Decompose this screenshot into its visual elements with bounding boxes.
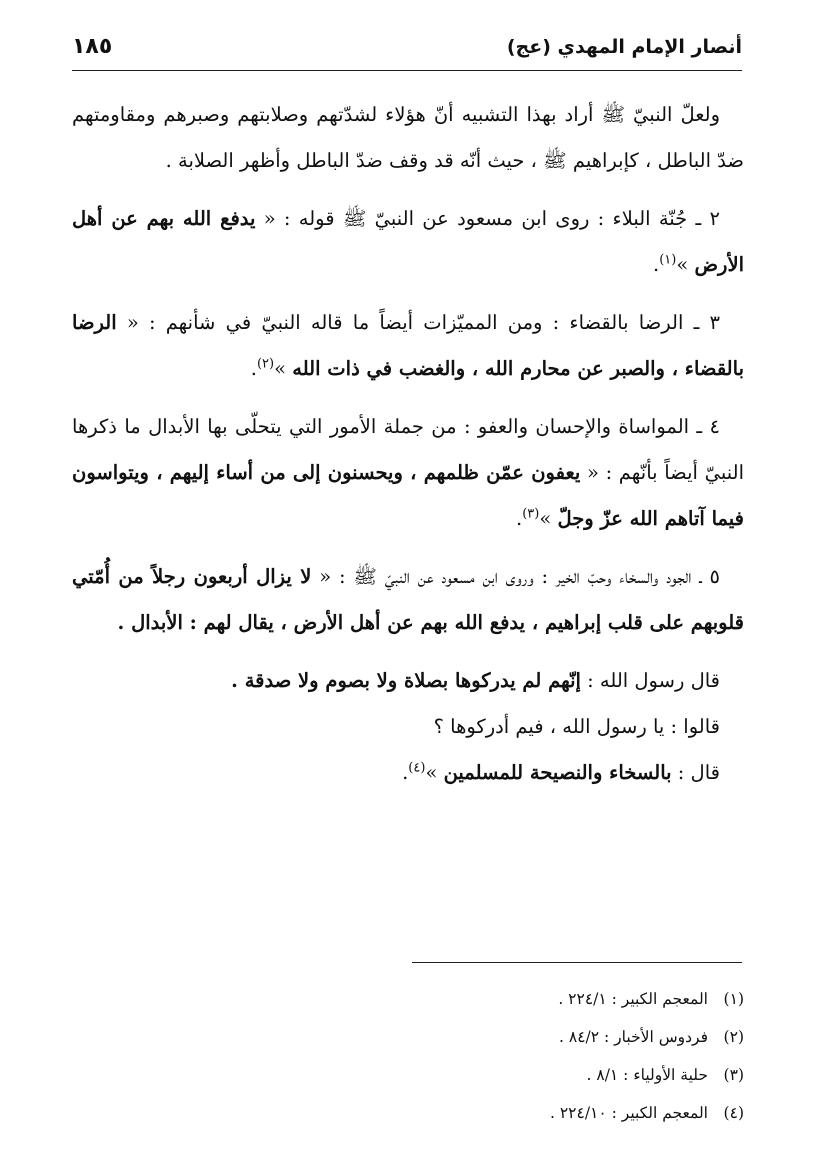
- hadith-quote: يدفع الله بهم عن أهل الأرض: [72, 207, 744, 276]
- footnote-number: (٢): [723, 1028, 744, 1046]
- paragraph-item-4: [72, 404, 744, 542]
- footnote-ref: (٤): [408, 760, 426, 776]
- page-number: ١٨٥: [72, 34, 113, 59]
- footnotes: [380, 980, 744, 1132]
- paragraph-intro: [72, 92, 744, 184]
- footnote-ref: (٣): [522, 506, 540, 522]
- footnote-ref: (١): [659, 252, 677, 268]
- footnote-text: حلية الأولياء : ٨/١ .: [586, 1066, 708, 1084]
- sentence-end: .: [402, 761, 409, 784]
- footnote-item: [380, 980, 744, 1018]
- footnote-item: [380, 1094, 744, 1132]
- quote-close: »: [274, 357, 293, 380]
- footnote-text: المعجم الكبير : ٢٢٤/١ .: [558, 990, 708, 1008]
- dialogue-speaker: قال رسول الله :: [580, 669, 720, 692]
- footnote-item: [380, 1056, 744, 1094]
- dialogue-line-1: [72, 658, 744, 704]
- paragraph-item-2: [72, 196, 744, 288]
- running-header: [72, 30, 742, 71]
- dialogue-line-2: [72, 704, 744, 750]
- quote-close: »: [676, 253, 695, 276]
- footnote-ref: (٢): [256, 356, 275, 372]
- quote-close: »: [539, 507, 558, 530]
- dialogue-speech: إنّهم لم يدركوها بصلاة ولا بصوم ولا صدقة .: [231, 669, 581, 692]
- paragraph-text: ٥ ـ الجود والسخاء وحبّ الخير : وروى ابن مسعود عن النبيّ ﷺ : «: [311, 565, 720, 588]
- dialogue-speech: بالسخاء والنصيحة للمسلمين: [443, 761, 672, 784]
- footnote-number: (١): [723, 990, 744, 1008]
- dialogue-speech: قالوا : يا رسول الله ، فيم أدركوها ؟: [433, 715, 720, 738]
- quote-close: »: [425, 761, 444, 784]
- paragraph-text: ٣ ـ الرضا بالقضاء : ومن المميّزات أيضاً ما قاله النبيّ في شأنهم : «: [116, 311, 720, 334]
- footnote-text: المعجم الكبير : ٢٢٤/١٠ .: [549, 1104, 708, 1122]
- running-title: أنصار الإمام المهدي (عج): [506, 36, 742, 58]
- sentence-end: .: [652, 253, 660, 276]
- paragraph-text: ٤ ـ المواساة والإحسان والعفو : من جملة الأمور التي يتحلّى بها الأبدال ما ذكرها النبيّ أيضاً بأنّهم : «: [72, 415, 744, 484]
- footnote-number: (٤): [723, 1104, 744, 1122]
- paragraph-item-5: [72, 554, 744, 646]
- dialogue-speaker: قال :: [671, 761, 720, 784]
- hadith-quote: يعفون عمّن ظلمهم ، ويحسنون إلى من أساء إليهم ، ويتواسون فيما آتاهم الله عزّ وجلّ: [72, 461, 744, 530]
- paragraph-text: ٢ ـ جُنّة البلاء : روى ابن مسعود عن النبيّ ﷺ قوله : «: [255, 207, 720, 230]
- hadith-quote: لا يزال أربعون رجلاً من أُمّتي قلوبهم على قلب إبراهيم ، يدفع الله بهم عن أهل الأرض ، يقال لهم : الأبدال .: [72, 565, 744, 634]
- sentence-end: .: [515, 507, 523, 530]
- hadith-quote: الرضا بالقضاء ، والصبر عن محارم الله ، والغضب في ذات الله: [72, 311, 744, 380]
- paragraph-item-3: [72, 300, 744, 392]
- footnote-number: (٣): [723, 1066, 744, 1084]
- footnote-item: [380, 1018, 744, 1056]
- footnote-divider: [412, 962, 742, 963]
- paragraph-text: ولعلّ النبيّ ﷺ أراد بهذا التشبيه أنّ هؤلاء لشدّتهم وصلابتهم وصبرهم ومقاومتهم ضدّ الباطل ، كإبراهيم ﷺ ، حيث أنّه قد وقف ضدّ الباطل وأظهر الصلابة .: [72, 103, 744, 172]
- dialogue-line-3: [72, 750, 744, 796]
- sentence-end: .: [250, 357, 257, 380]
- footnote-text: فردوس الأخبار : ٨٤/٢ .: [559, 1028, 708, 1046]
- body-text: [72, 92, 744, 796]
